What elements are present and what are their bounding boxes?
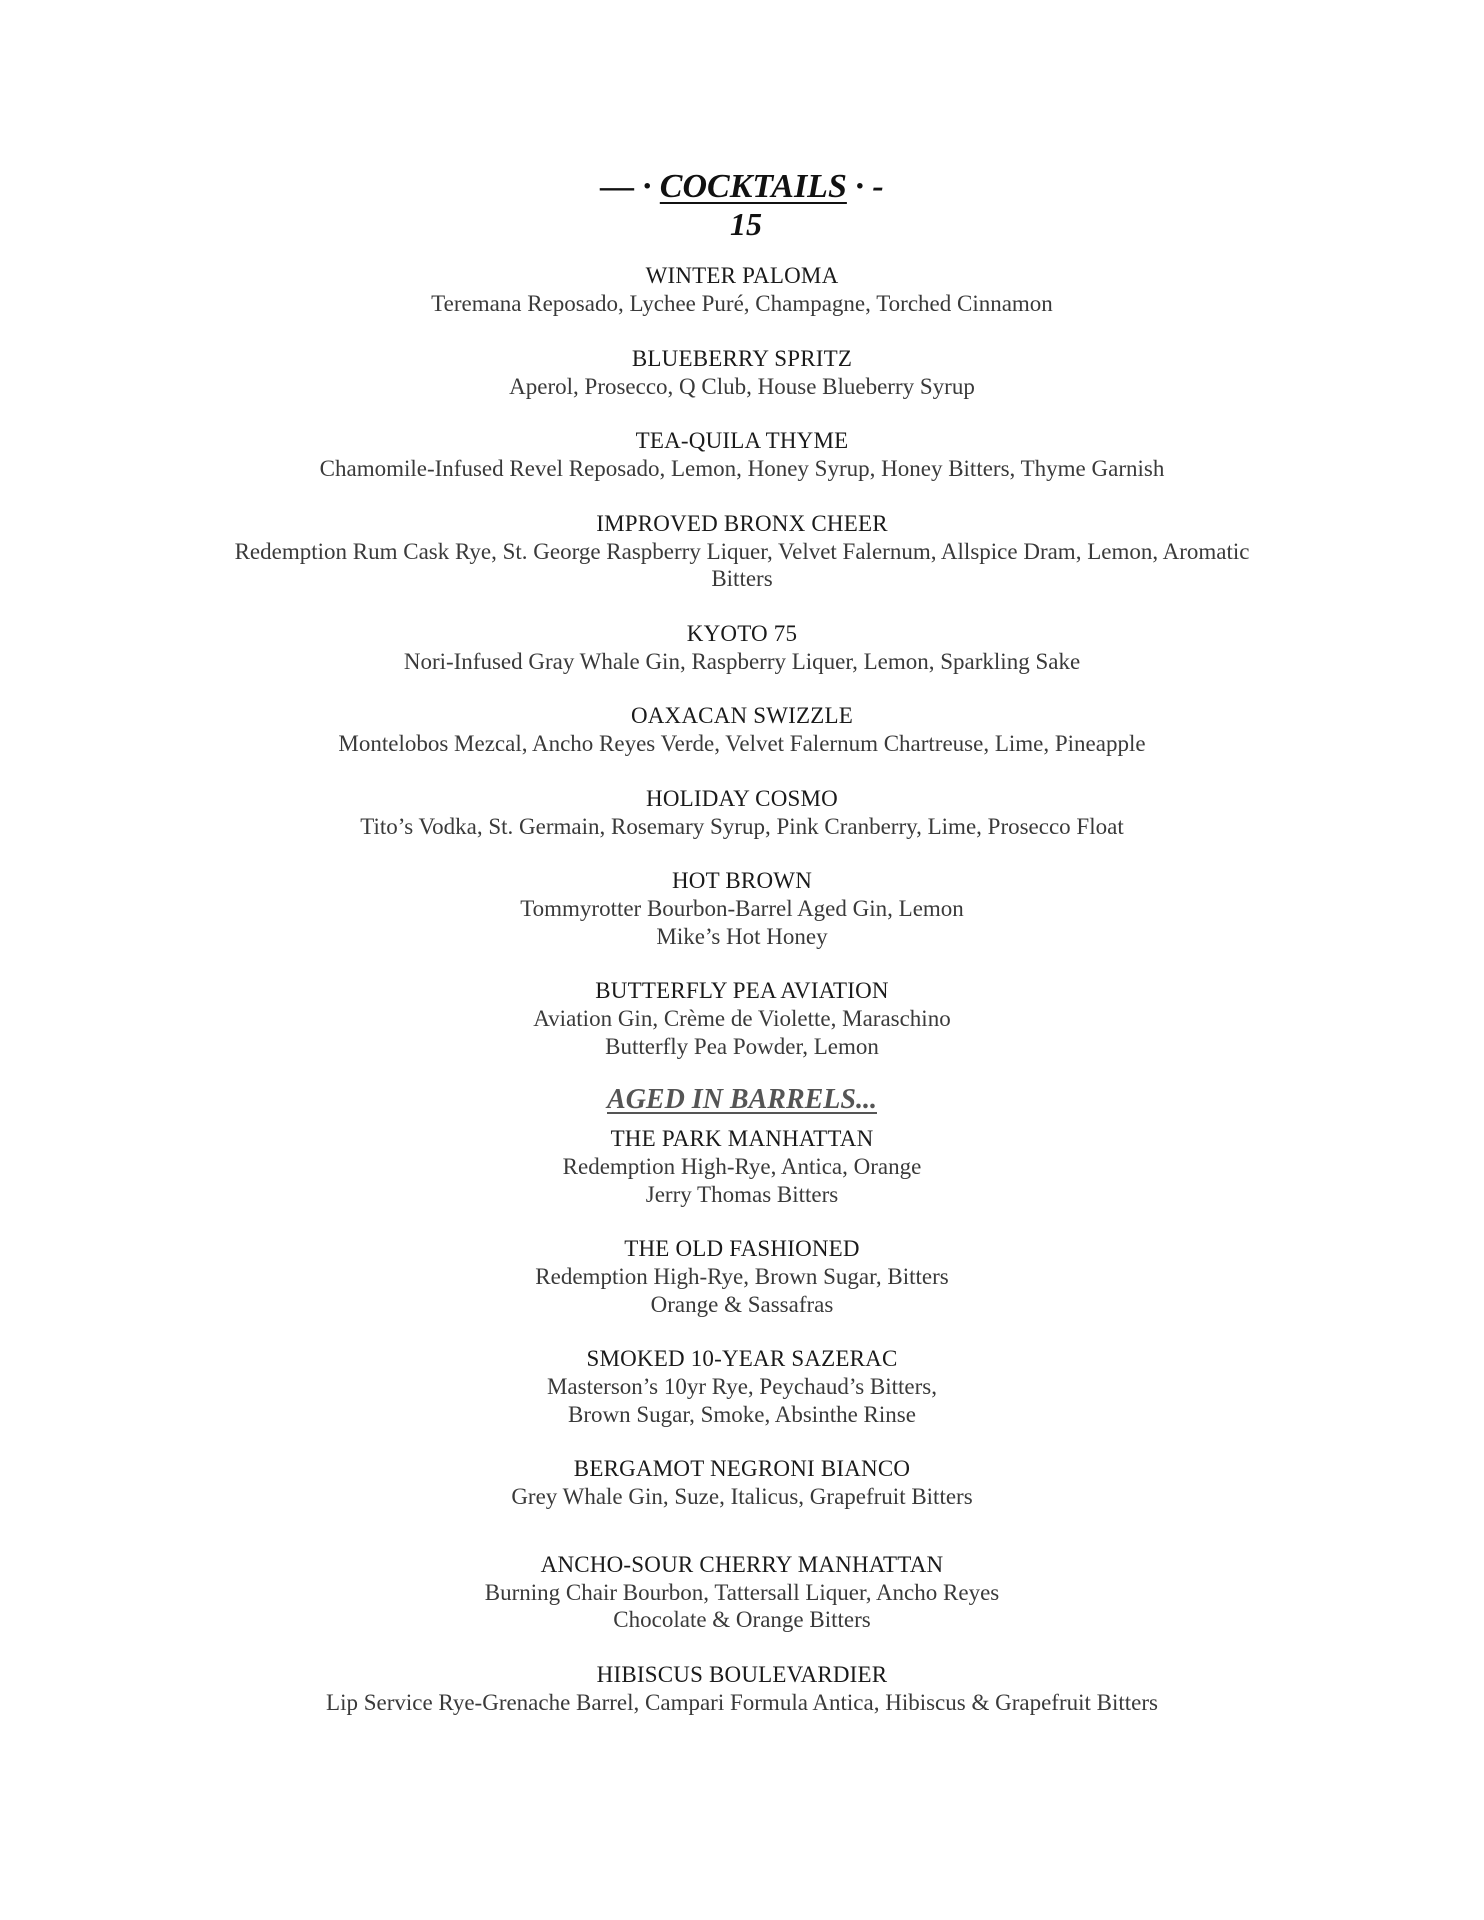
menu-item	[0, 427, 1484, 483]
menu-item	[0, 977, 1484, 1060]
menu-item-name: BERGAMOT NEGRONI BIANCO	[573, 1456, 911, 1481]
menu-item-description	[0, 1005, 1484, 1060]
menu-item	[0, 785, 1484, 841]
menu-item-description	[0, 730, 1484, 758]
menu-item-description-line: Tito’s Vodka, St. Germain, Rosemary Syrup, Pink Cranberry, Lime, Prosecco Float	[360, 813, 1124, 839]
menu-item	[0, 702, 1484, 758]
menu-item-name: BLUEBERRY SPRITZ	[631, 345, 853, 371]
menu-item-name: THE PARK MANHATTAN	[610, 1126, 874, 1151]
menu-item	[0, 262, 1484, 318]
menu-item-name: ANCHO-SOUR CHERRY MANHATTAN	[540, 1551, 944, 1577]
menu-item	[0, 1455, 1484, 1511]
menu-item-description-line: Brown Sugar, Smoke, Absinthe Rinse	[568, 1401, 916, 1427]
menu-item	[0, 1551, 1484, 1634]
menu-item-description-line: Chamomile-Infused Revel Reposado, Lemon, Honey Syrup, Honey Bitters, Thyme Garnish	[319, 456, 1165, 481]
menu-item-description	[0, 1153, 1484, 1208]
menu-item-description-line: Aperol, Prosecco, Q Club, House Blueberry Syrup	[509, 373, 975, 399]
menu-item-description	[0, 538, 1484, 593]
menu-price: 15	[730, 206, 762, 242]
menu-item-description	[0, 1483, 1484, 1511]
menu-item-name: SMOKED 10-YEAR SAZERAC	[586, 1346, 898, 1371]
menu-item-description-line: Masterson’s 10yr Rye, Peychaud’s Bitters,	[546, 1374, 938, 1399]
menu-item-description-line: Burning Chair Bourbon, Tattersall Liquer, Ancho Reyes	[484, 1579, 1000, 1605]
menu-item-description	[0, 648, 1484, 676]
menu-header	[0, 168, 1484, 242]
menu-item-description	[0, 1579, 1484, 1634]
menu-item-description	[0, 895, 1484, 950]
menu-item-name: TEA-QUILA THYME	[635, 428, 849, 453]
title-prefix-ornament: — ·	[600, 168, 660, 205]
menu-item-description-line: Teremana Reposado, Lychee Puré, Champagne, Torched Cinnamon	[431, 291, 1053, 316]
menu-item-name: HOLIDAY COSMO	[646, 785, 838, 811]
menu-item-description-line: Redemption Rum Cask Rye, St. George Raspberry Liquer, Velvet Falernum, Allspice Dram, Lemon, Aromatic	[234, 538, 1250, 564]
cocktail-list	[0, 262, 1484, 1060]
menu-item-description-line: Aviation Gin, Crème de Violette, Maraschino	[533, 1006, 951, 1031]
menu-item	[0, 1235, 1484, 1318]
menu-item-name: IMPROVED BRONX CHEER	[596, 510, 888, 536]
menu-item	[0, 867, 1484, 950]
menu-item-name: WINTER PALOMA	[645, 263, 839, 288]
title-suffix-ornament: · -	[846, 168, 884, 205]
menu-item-description-line: Chocolate & Orange Bitters	[613, 1607, 871, 1632]
menu-item	[0, 1661, 1484, 1717]
menu-item	[0, 1345, 1484, 1428]
menu-item-description-line: Grey Whale Gin, Suze, Italicus, Grapefruit Bitters	[511, 1484, 973, 1509]
aged-cocktail-list	[0, 1125, 1484, 1716]
menu-item-description-line: Lip Service Rye-Grenache Barrel, Campari Formula Antica, Hibiscus & Grapefruit Bitters	[326, 1689, 1158, 1715]
aged-section-heading: AGED IN BARRELS...	[607, 1084, 877, 1115]
menu-item-name: OAXACAN SWIZZLE	[630, 703, 854, 728]
menu-item-name: HOT BROWN	[671, 868, 812, 893]
menu-item-description	[0, 373, 1484, 401]
menu-item-name: BUTTERFLY PEA AVIATION	[595, 978, 889, 1003]
menu-item-description	[0, 1689, 1484, 1717]
menu-item-description-line: Tommyrotter Bourbon-Barrel Aged Gin, Lemon	[520, 896, 964, 921]
menu-item-description-line: Redemption High-Rye, Antica, Orange	[562, 1154, 922, 1179]
menu-item-description-line: Montelobos Mezcal, Ancho Reyes Verde, Velvet Falernum Chartreuse, Lime, Pineapple	[338, 731, 1146, 756]
menu-item-name: THE OLD FASHIONED	[624, 1236, 860, 1261]
menu-item	[0, 620, 1484, 676]
menu-item	[0, 345, 1484, 401]
menu-item-name: HIBISCUS BOULEVARDIER	[596, 1661, 888, 1687]
menu-item-description-line: Nori-Infused Gray Whale Gin, Raspberry Liquer, Lemon, Sparkling Sake	[403, 648, 1081, 674]
menu-item-description-line: Redemption High-Rye, Brown Sugar, Bitters	[535, 1264, 949, 1289]
cocktail-menu	[0, 168, 1484, 1743]
menu-item-description	[0, 290, 1484, 318]
menu-item-description-line: Bitters	[711, 566, 773, 591]
menu-item-description-line: Jerry Thomas Bitters	[645, 1181, 839, 1207]
menu-item-description	[0, 813, 1484, 841]
menu-item-name: KYOTO 75	[686, 620, 798, 646]
menu-item-description-line: Orange & Sassafras	[650, 1291, 834, 1317]
menu-item-description-line: Butterfly Pea Powder, Lemon	[605, 1033, 879, 1059]
menu-item	[0, 510, 1484, 593]
menu-item-description	[0, 1263, 1484, 1318]
menu-title-line	[0, 168, 1484, 206]
menu-item-description	[0, 455, 1484, 483]
menu-item-description-line: Mike’s Hot Honey	[656, 923, 828, 949]
menu-title: COCKTAILS	[659, 168, 847, 205]
menu-item	[0, 1125, 1484, 1208]
menu-item-description	[0, 1373, 1484, 1428]
